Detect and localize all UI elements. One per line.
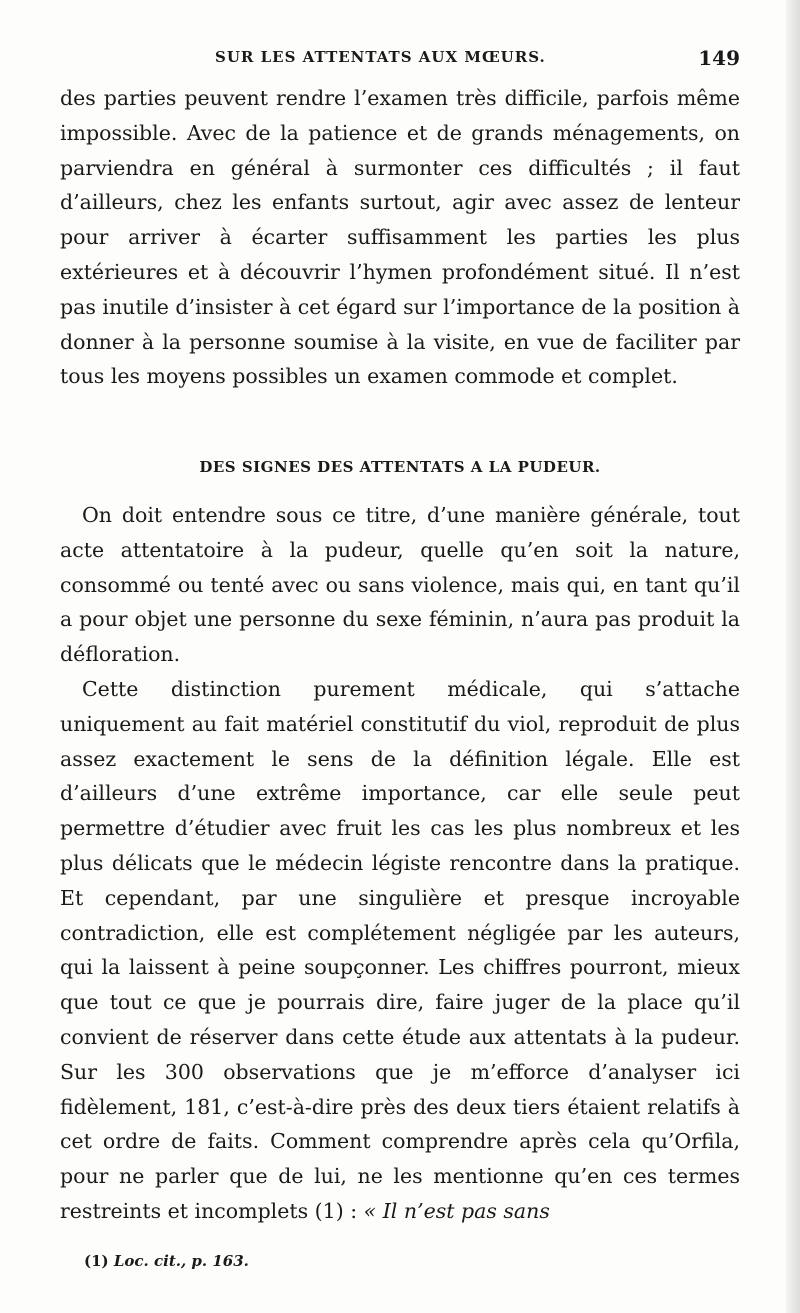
quote-start: « Il n’est pas sans (363, 1198, 550, 1223)
paragraph-definition: On doit entendre sous ce titre, d’une manière générale, tout acte attentatoire à la pudeur, quelle qu’en soit la nature, consommé ou tenté avec ou sans violence, mais qui, en tant qu’il a pour objet une personne du sexe féminin, n’aura pas produit la défloration. (60, 503, 740, 667)
footnote-marker: (1) (84, 1252, 109, 1270)
page-header (60, 46, 740, 74)
paragraph-continuation: des parties peuvent rendre l’examen très difficile, parfois même impossible. Avec de la patience et de grands ménagements, on parviendra en général à surmonter ces difficultés ; il faut d’ailleurs, chez les enfants surtout, agir avec assez de lenteur pour arriver à écarter suffisamment les parties les plus extérieures et à découvrir l’hymen profondément situé. Il n’est pas inutile d’insister à cet égard sur l’importance de la position à donner à la personne soumise à la visite, en vue de faciliter par tous les moyens possibles un examen commode et complet. (60, 86, 740, 389)
footnote-reference: Loc. cit., p. 163. (113, 1252, 249, 1270)
page-gutter-shadow (786, 0, 800, 1313)
section-heading: DES SIGNES DES ATTENTATS A LA PUDEUR. (199, 458, 601, 476)
page-number: 149 (698, 46, 740, 70)
footnote (84, 1252, 249, 1270)
paragraph-distinction-body: Cette distinction purement médicale, qui s’attache uniquement au fait matériel constitutif du viol, reproduit de plus assez exactement le sens de la définition légale. Elle est d’ailleurs d’une extrême importance, car elle seule peut permettre d’étudier avec fruit les cas les plus nombreux et les plus délicats que le médecin légiste rencontre dans la pratique. Et cependant, par une singulière et presque incroyable contradiction, elle est complétement négligée par les auteurs, qui la laissent à peine soupçonner. Les chiffres pourront, mieux que tout ce que je pourrais dire, faire juger de la place qu’il convient de réserver dans cette étude aux attentats à la pudeur. Sur les 300 observations que je m’efforce d’analyser ici fidèlement, 181, c’est-à-dire près des deux tiers étaient relatifs à cet ordre de faits. Comment comprendre après cela qu’Orfila, pour ne parler que de lui, ne les mentionne qu’en ces termes restreints et incomplets (1) : (60, 677, 740, 1223)
paragraph-distinction (60, 672, 740, 1229)
running-title: SUR LES ATTENTATS AUX MŒURS. (215, 48, 546, 66)
